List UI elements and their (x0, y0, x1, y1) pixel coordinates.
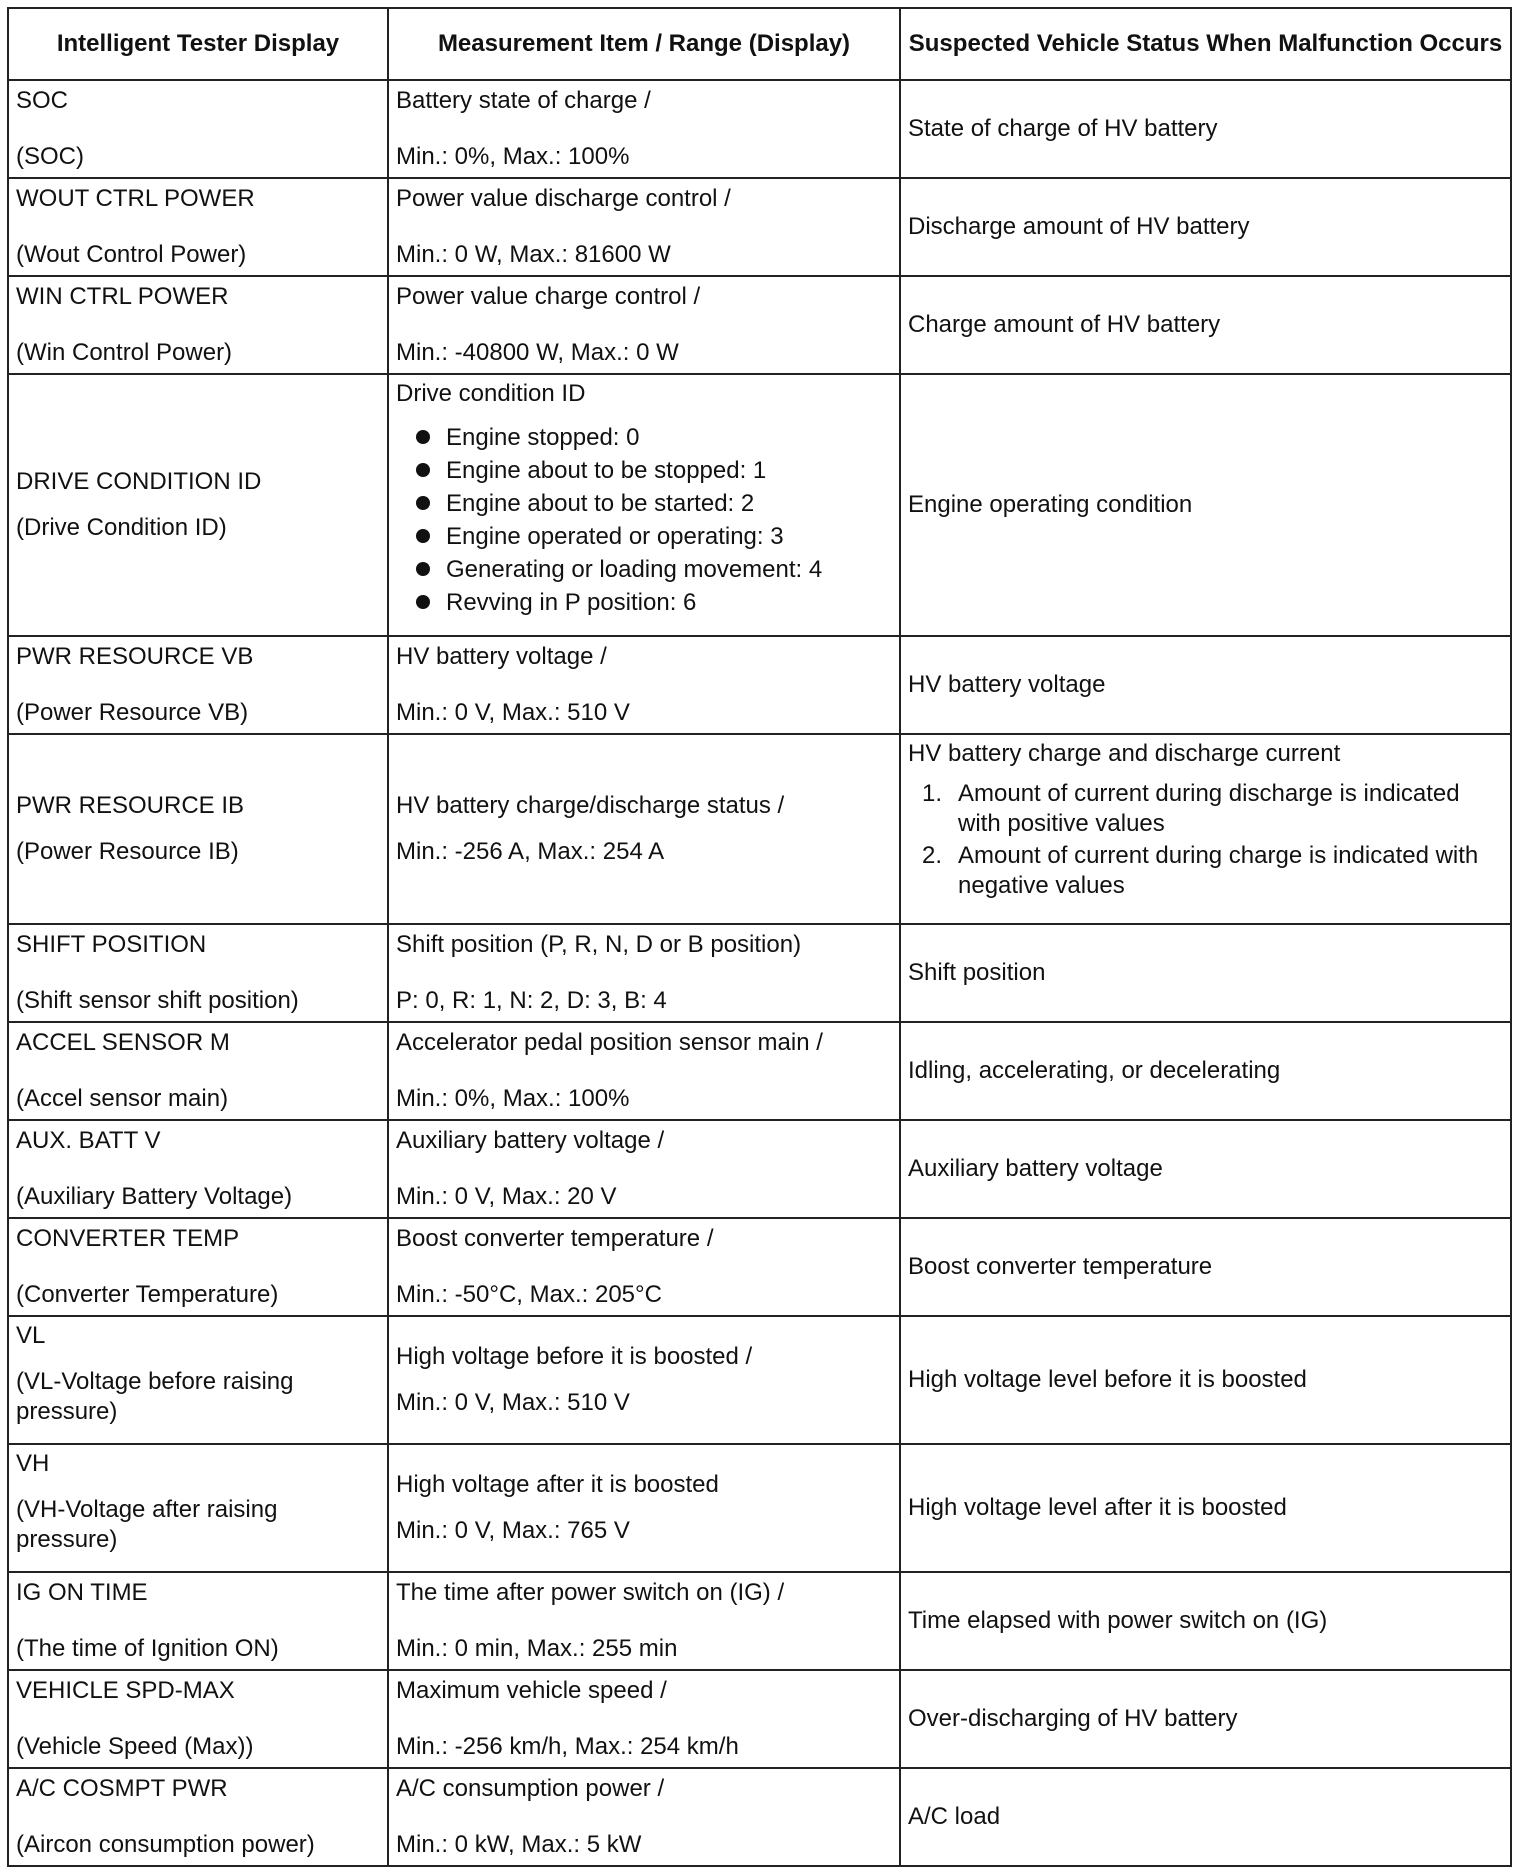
table-row (8, 1572, 1511, 1670)
suspected-status: HV battery voltage (900, 636, 1511, 734)
measurement-range: Min.: 0 min, Max.: 255 min (396, 1635, 678, 1662)
table-row (8, 1218, 1511, 1316)
tester-display-subname: (Drive Condition ID) (16, 514, 227, 541)
tester-display-subname: (Auxiliary Battery Voltage) (16, 1183, 293, 1210)
list-item: 1. Amount of current during discharge is indicated with positive values (922, 780, 1460, 837)
measurement-range: Min.: 0%, Max.: 100% (396, 1085, 630, 1112)
tester-display-name: DRIVE CONDITION ID (16, 468, 262, 495)
table-row (8, 1120, 1511, 1218)
table-row (8, 1316, 1511, 1444)
measurement-item: Drive condition ID (396, 380, 586, 407)
list-item: 2. Amount of current during charge is indicated with negative values (922, 842, 1479, 899)
table-row (8, 178, 1511, 276)
tester-display-name: VEHICLE SPD-MAX (16, 1677, 235, 1704)
measurement-range: Min.: -40800 W, Max.: 0 W (396, 339, 679, 366)
suspected-status: Shift position (900, 924, 1511, 1022)
tester-display-name: PWR RESOURCE VB (16, 643, 254, 670)
tester-display-subname: (Accel sensor main) (16, 1085, 229, 1112)
measurement-range: Min.: 0 W, Max.: 81600 W (396, 241, 671, 268)
suspected-status: A/C load (900, 1768, 1511, 1866)
measurement-range: Min.: 0 V, Max.: 510 V (396, 699, 630, 726)
data-table (7, 7, 1512, 1867)
table-row (8, 374, 1511, 636)
suspected-status: State of charge of HV battery (900, 80, 1511, 178)
measurement-item: Battery state of charge / (396, 87, 651, 114)
tester-display-subname: (Wout Control Power) (16, 241, 247, 268)
measurement-item: High voltage after it is boosted (396, 1471, 719, 1498)
suspected-status: Auxiliary battery voltage (900, 1120, 1511, 1218)
tester-display-name: SOC (16, 87, 69, 114)
measurement-item: A/C consumption power / (396, 1775, 665, 1802)
suspected-status: HV battery charge and discharge current (908, 740, 1341, 767)
tester-display-name: CONVERTER TEMP (16, 1225, 240, 1252)
table-row (8, 1670, 1511, 1768)
measurement-range: Min.: 0 V, Max.: 510 V (396, 1389, 630, 1416)
tester-display-name: SHIFT POSITION (16, 931, 207, 958)
tester-display-name: VH (16, 1450, 50, 1477)
header-measurement-item: Measurement Item / Range (Display) (388, 8, 900, 80)
table-row (8, 1444, 1511, 1572)
table-row (8, 1768, 1511, 1866)
suspected-status: Engine operating condition (900, 374, 1511, 636)
tester-display-name: AUX. BATT V (16, 1127, 161, 1154)
tester-display-subname: (Vehicle Speed (Max)) (16, 1733, 254, 1760)
tester-display-subname: (Win Control Power) (16, 339, 233, 366)
measurement-range: Min.: 0%, Max.: 100% (396, 143, 630, 170)
tester-display-subname: (Power Resource VB) (16, 699, 249, 726)
measurement-range: Min.: -256 km/h, Max.: 254 km/h (396, 1733, 739, 1760)
tester-display-name: ACCEL SENSOR M (16, 1029, 230, 1056)
suspected-status: Idling, accelerating, or decelerating (900, 1022, 1511, 1120)
tester-display-name: PWR RESOURCE IB (16, 792, 245, 819)
tester-display-subname: (Shift sensor shift position) (16, 987, 299, 1014)
suspected-status: High voltage level after it is boosted (900, 1444, 1511, 1572)
tester-display-name: A/C COSMPT PWR (16, 1775, 228, 1802)
suspected-status: Charge amount of HV battery (900, 276, 1511, 374)
suspected-status: Discharge amount of HV battery (900, 178, 1511, 276)
tester-display-subname: (The time of Ignition ON) (16, 1635, 279, 1662)
measurement-item: Shift position (P, R, N, D or B position) (396, 931, 802, 958)
measurement-item: Power value charge control / (396, 283, 701, 310)
measurement-item: Maximum vehicle speed / (396, 1677, 667, 1704)
list-item: Engine about to be stopped: 1 (416, 454, 892, 487)
measurement-item: High voltage before it is boosted / (396, 1343, 753, 1370)
table-row (8, 636, 1511, 734)
tester-display-subname: (Converter Temperature) (16, 1281, 279, 1308)
list-item: Revving in P position: 6 (416, 586, 892, 619)
header-tester-display: Intelligent Tester Display (8, 8, 388, 80)
tester-display-name: WIN CTRL POWER (16, 283, 229, 310)
list-item: Engine operated or operating: 3 (416, 520, 892, 553)
measurement-range: Min.: 0 V, Max.: 20 V (396, 1183, 617, 1210)
tester-display-subname: (VH-Voltage after raising pressure) (16, 1496, 278, 1553)
measurement-item: Accelerator pedal position sensor main / (396, 1029, 823, 1056)
table-row (8, 276, 1511, 374)
tester-display-name: IG ON TIME (16, 1579, 148, 1606)
suspected-status: Boost converter temperature (900, 1218, 1511, 1316)
measurement-item: Auxiliary battery voltage / (396, 1127, 665, 1154)
measurement-range: Min.: -50°C, Max.: 205°C (396, 1281, 662, 1308)
drive-condition-list (396, 421, 892, 619)
measurement-range: P: 0, R: 1, N: 2, D: 3, B: 4 (396, 987, 667, 1014)
measurement-range: Min.: 0 V, Max.: 765 V (396, 1517, 630, 1544)
measurement-item: The time after power switch on (IG) / (396, 1579, 785, 1606)
table-row (8, 924, 1511, 1022)
list-item: Engine stopped: 0 (416, 421, 892, 454)
tester-display-subname: (VL-Voltage before raising pressure) (16, 1368, 294, 1425)
measurement-item: HV battery voltage / (396, 643, 607, 670)
measurement-range: Min.: 0 kW, Max.: 5 kW (396, 1831, 642, 1858)
header-row (8, 8, 1511, 80)
measurement-item: HV battery charge/discharge status / (396, 792, 785, 819)
tester-display-subname: (Power Resource IB) (16, 838, 239, 865)
table-row (8, 734, 1511, 924)
tester-display-subname: (Aircon consumption power) (16, 1831, 315, 1858)
measurement-item: Boost converter temperature / (396, 1225, 714, 1252)
header-suspected-status: Suspected Vehicle Status When Malfunction Occurs (900, 8, 1511, 80)
suspected-status: Over-discharging of HV battery (900, 1670, 1511, 1768)
measurement-item: Power value discharge control / (396, 185, 731, 212)
list-item: Generating or loading movement: 4 (416, 553, 892, 586)
suspected-status: Time elapsed with power switch on (IG) (900, 1572, 1511, 1670)
list-item: Engine about to be started: 2 (416, 487, 892, 520)
table-row (8, 1022, 1511, 1120)
measurement-range: Min.: -256 A, Max.: 254 A (396, 838, 665, 865)
table-row (8, 80, 1511, 178)
current-notes-list (908, 779, 1503, 901)
tester-display-name: VL (16, 1322, 46, 1349)
suspected-status: High voltage level before it is boosted (900, 1316, 1511, 1444)
tester-display-subname: (SOC) (16, 143, 84, 170)
tester-display-name: WOUT CTRL POWER (16, 185, 255, 212)
